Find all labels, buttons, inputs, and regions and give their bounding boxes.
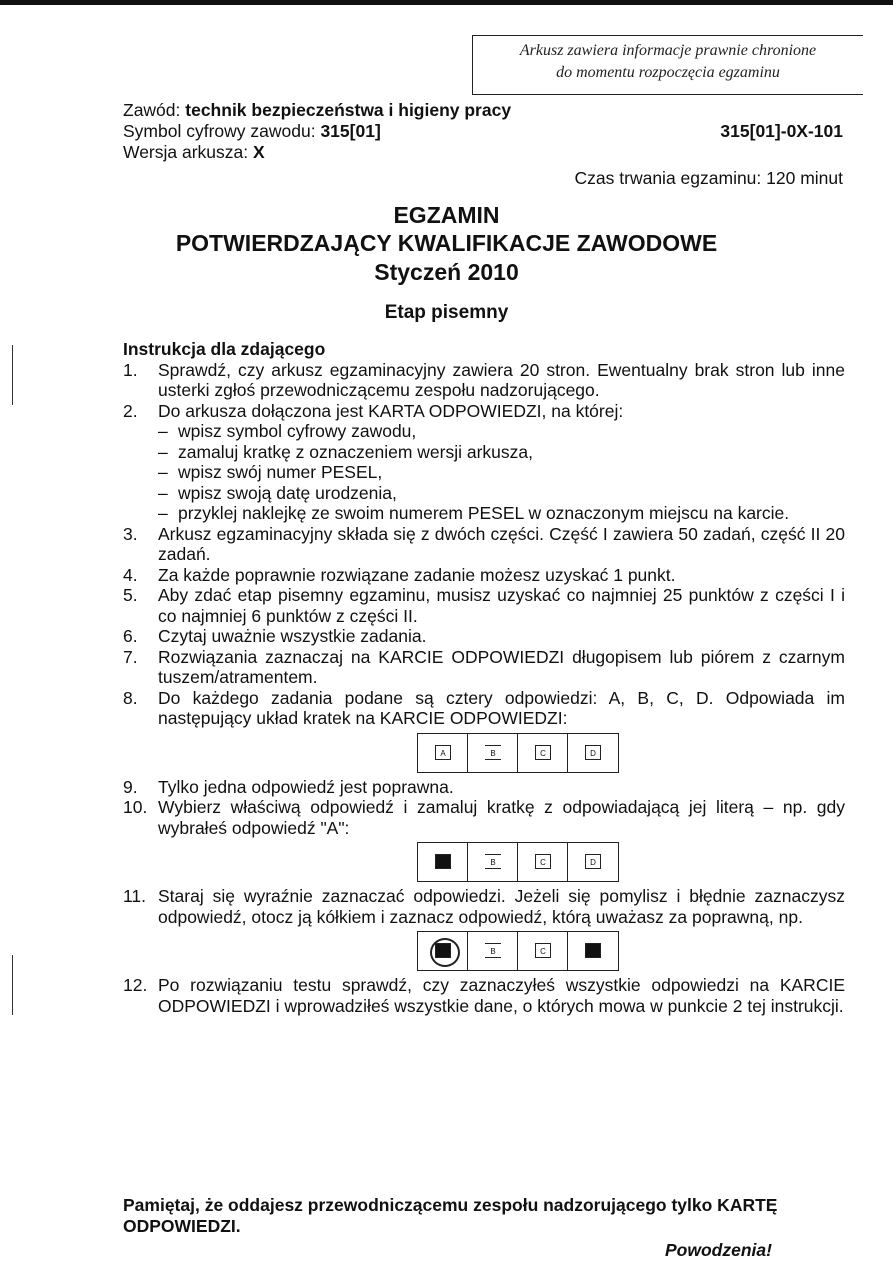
- exam-duration: Czas trwania egzaminu: 120 minut: [574, 168, 843, 188]
- list-item: [123, 585, 845, 626]
- sub-item: [158, 462, 845, 483]
- item-number: 5.: [123, 585, 138, 605]
- list-item: [123, 688, 845, 773]
- filled-answer-box: [585, 943, 601, 958]
- item-text: Sprawdź, czy arkusz egzaminacyjny zawiera 20 stron. Ewentualny brak stron lub inne usterki zgłoś przewodniczącemu zespołu nadzorującego.: [158, 359, 845, 400]
- sub-item: [158, 483, 845, 504]
- dash-marker: –: [158, 421, 168, 441]
- answer-cell-c: [518, 843, 568, 881]
- confidentiality-notice: [472, 35, 863, 95]
- item-text: Arkusz egzaminacyjny składa się z dwóch części. Część I zawiera 50 zadań, część II 20 zadań.: [158, 523, 845, 564]
- sub-item-text: wpisz swój numer PESEL,: [178, 462, 383, 482]
- version-label: Wersja arkusza:: [123, 142, 249, 162]
- instructions-heading: Instrukcja dla zdającego: [123, 339, 326, 359]
- margin-mark-1: [12, 345, 13, 405]
- answer-cell-a: [418, 843, 468, 881]
- profession-line: [123, 100, 511, 121]
- good-luck: Powodzenia!: [665, 1240, 772, 1260]
- list-item: [123, 565, 845, 586]
- answer-grid-corrected: [417, 931, 619, 971]
- answer-box: B: [485, 745, 501, 760]
- instruction-list: [123, 360, 845, 1017]
- sub-item-text: wpisz swoją datę urodzenia,: [178, 482, 397, 503]
- item-number: 12.: [123, 975, 148, 995]
- circled-answer-box: [435, 943, 451, 958]
- instructions: [123, 339, 845, 1016]
- sub-item: [158, 503, 845, 524]
- list-item: [123, 777, 845, 798]
- answer-box: D: [585, 854, 601, 869]
- item-number: 6.: [123, 626, 138, 646]
- item-text: Wybierz właściwą odpowiedź i zamaluj kratkę z odpowiadającą jej literą – np. gdy wybrałeś odpowiedź "A":: [158, 797, 845, 838]
- answer-box: B: [485, 943, 501, 958]
- notice-line-2: do momentu rozpoczęcia egzaminu: [556, 64, 780, 81]
- item-number: 8.: [123, 687, 138, 708]
- item-text: Aby zdać etap pisemny egzaminu, musisz uzyskać co najmniej 25 punktów z części I i co najmniej 6 punktów z części II.: [158, 585, 845, 626]
- list-item: [123, 626, 845, 647]
- answer-cell-d: [568, 932, 618, 970]
- answer-cell-b: [468, 734, 518, 772]
- item-text: Do arkusza dołączona jest KARTA ODPOWIEDZI, na której:: [158, 400, 624, 421]
- answer-cell-d: [568, 843, 618, 881]
- item-number: 11.: [123, 886, 147, 906]
- sub-item-text: zamaluj kratkę z oznaczeniem wersji arkusza,: [178, 441, 533, 462]
- exam-stage: Etap pisemny: [384, 302, 509, 323]
- dash-marker: –: [158, 503, 168, 523]
- item-number: 10.: [123, 797, 148, 817]
- top-rule: [0, 0, 893, 5]
- version-value: X: [253, 142, 265, 162]
- version-line: [123, 142, 265, 163]
- list-item: [123, 401, 845, 524]
- dash-marker: –: [158, 441, 168, 462]
- item-text: Rozwiązania zaznaczaj na KARCIE ODPOWIEDZI długopisem lub piórem z czarnym tuszem/atramentem.: [158, 646, 845, 687]
- item-text: Do każdego zadania podane są cztery odpowiedzi: A, B, C, D. Odpowiada im następujący układ kratek na KARCIE ODPOWIEDZI:: [158, 687, 845, 728]
- item-text: Za każde poprawnie rozwiązane zadanie możesz uzyskać 1 punkt.: [158, 564, 676, 585]
- item-number: 7.: [123, 646, 138, 667]
- dash-marker: –: [158, 482, 168, 503]
- symbol-label: Symbol cyfrowy zawodu:: [123, 121, 316, 141]
- answer-box: B: [485, 854, 501, 869]
- dash-marker: –: [158, 462, 168, 482]
- item-number: 2.: [123, 400, 138, 421]
- list-item: [123, 886, 845, 971]
- item-text: Czytaj uważnie wszystkie zadania.: [158, 626, 427, 646]
- margin-mark-2: [12, 955, 13, 1015]
- item-number: 4.: [123, 564, 138, 585]
- answer-box: C: [535, 745, 551, 760]
- sub-item-text: wpisz symbol cyfrowy zawodu,: [178, 421, 417, 441]
- sub-item: [158, 421, 845, 442]
- sub-item: [158, 442, 845, 463]
- answer-cell-b: [468, 932, 518, 970]
- title-line-1: EGZAMIN: [393, 202, 500, 228]
- item-number: 9.: [123, 776, 138, 797]
- item-text: Staraj się wyraźnie zaznaczać odpowiedzi. Jeżeli się pomylisz i błędnie zaznaczysz odpowiedź, otocz ją kółkiem i zaznacz odpowiedź, którą uważasz za poprawną, np.: [158, 886, 845, 927]
- title-line-3: Styczeń 2010: [374, 259, 519, 285]
- symbol-value: 315[01]: [320, 121, 381, 141]
- item-number: 3.: [123, 523, 138, 544]
- notice-line-1: Arkusz zawiera informacje prawnie chronione: [519, 42, 817, 59]
- list-item: [123, 360, 845, 401]
- profession-label: Zawód:: [123, 100, 181, 120]
- profession-value: technik bezpieczeństwa i higieny pracy: [185, 100, 512, 120]
- list-item: [123, 797, 845, 882]
- answer-box: D: [585, 745, 601, 760]
- list-item: [123, 975, 845, 1016]
- answer-cell-b: [468, 843, 518, 881]
- answer-grid-example: [417, 733, 619, 773]
- answer-cell-a: [418, 734, 468, 772]
- list-item: [123, 524, 845, 565]
- answer-box: C: [535, 854, 551, 869]
- answer-cell-a: [418, 932, 468, 970]
- exam-code: 315[01]-0X-101: [720, 121, 843, 141]
- footer-reminder: Pamiętaj, że oddajesz przewodniczącemu zespołu nadzorującego tylko KARTĘ ODPOWIEDZI.: [123, 1195, 778, 1236]
- filled-answer-box: [435, 854, 451, 869]
- title-line-2: POTWIERDZAJĄCY KWALIFIKACJE ZAWODOWE: [175, 230, 718, 256]
- item-text: Po rozwiązaniu testu sprawdź, czy zaznaczyłeś wszystkie odpowiedzi na KARCIE ODPOWIEDZI i wprowadziłeś wszystkie dane, o których mowa w punkcie 2 tej instrukcji.: [158, 975, 845, 1016]
- item-number: 1.: [123, 359, 138, 380]
- answer-grid-marked: [417, 842, 619, 882]
- sub-item-text: przyklej naklejkę ze swoim numerem PESEL w oznaczonym miejscu na karcie.: [178, 503, 790, 523]
- answer-cell-d: [568, 734, 618, 772]
- answer-box: A: [435, 745, 451, 760]
- answer-cell-c: [518, 932, 568, 970]
- list-item: [123, 647, 845, 688]
- sub-list: [158, 421, 845, 524]
- symbol-line: [123, 121, 381, 142]
- answer-box: C: [535, 943, 551, 958]
- item-text: Tylko jedna odpowiedź jest poprawna.: [158, 776, 454, 797]
- answer-cell-c: [518, 734, 568, 772]
